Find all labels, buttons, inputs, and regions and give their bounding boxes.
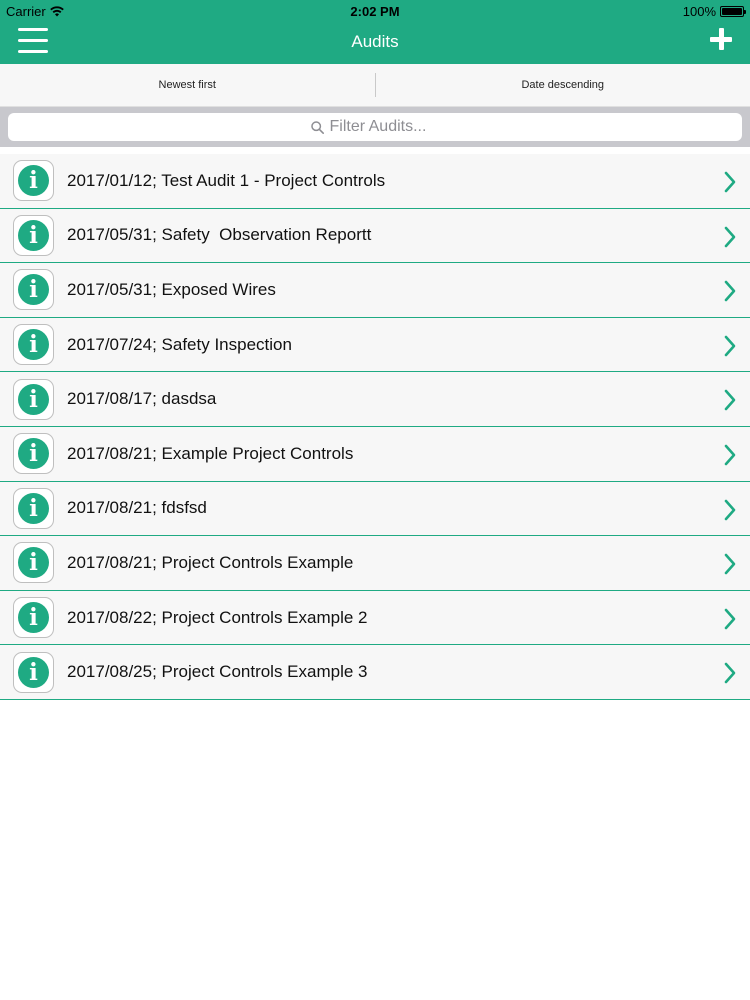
info-icon[interactable]: i — [13, 324, 54, 365]
battery-percent: 100% — [682, 4, 716, 19]
chevron-right-icon — [724, 444, 736, 466]
info-icon[interactable]: i — [13, 379, 54, 420]
audit-label: 2017/05/31; Exposed Wires — [67, 279, 276, 299]
info-icon[interactable]: i — [13, 597, 54, 638]
info-icon[interactable]: i — [13, 488, 54, 529]
plus-icon[interactable] — [710, 28, 732, 50]
audit-label: 2017/08/25; Project Controls Example 3 — [67, 662, 368, 682]
battery-icon — [720, 6, 744, 17]
search-box[interactable] — [8, 113, 742, 141]
chevron-right-icon — [724, 280, 736, 302]
audit-row-1[interactable] — [0, 209, 750, 264]
audit-label: 2017/08/17; dasdsa — [67, 389, 217, 409]
audit-row-4[interactable] — [0, 372, 750, 427]
audit-label: 2017/08/21; Project Controls Example — [67, 552, 354, 572]
audit-label: 2017/08/21; fdsfsd — [67, 498, 207, 518]
navigation-bar — [0, 22, 750, 64]
chevron-right-icon — [724, 171, 736, 193]
info-icon[interactable]: i — [13, 433, 54, 474]
audit-row-3[interactable] — [0, 318, 750, 373]
page-title: Audits — [351, 32, 399, 51]
info-icon[interactable]: i — [13, 652, 54, 693]
sort-field-button[interactable]: Date descending — [521, 79, 605, 91]
chevron-right-icon — [724, 608, 736, 630]
chevron-right-icon — [724, 499, 736, 521]
sort-bar — [0, 64, 750, 107]
chevron-right-icon — [724, 389, 736, 411]
audit-row-7[interactable] — [0, 536, 750, 591]
audit-label: 2017/07/24; Safety Inspection — [67, 334, 292, 354]
chevron-right-icon — [724, 335, 736, 357]
audit-list — [0, 154, 750, 700]
status-right — [683, 4, 744, 19]
info-icon[interactable]: i — [13, 215, 54, 256]
audit-row-2[interactable] — [0, 263, 750, 318]
search-icon — [311, 121, 324, 134]
sort-order-button[interactable]: Newest first — [158, 79, 216, 91]
info-icon[interactable]: i — [13, 269, 54, 310]
audit-label: 2017/08/22; Project Controls Example 2 — [67, 607, 368, 627]
status-bar — [0, 0, 750, 22]
chevron-right-icon — [724, 226, 736, 248]
audit-row-6[interactable] — [0, 482, 750, 537]
audit-label: 2017/05/31; Safety Observation Reportt — [67, 225, 372, 245]
audit-row-9[interactable] — [0, 645, 750, 700]
search-input[interactable] — [330, 118, 440, 136]
chevron-right-icon — [724, 662, 736, 684]
chevron-right-icon — [724, 553, 736, 575]
audit-row-0[interactable] — [0, 154, 750, 209]
search-bar — [0, 107, 750, 147]
status-time: 2:02 PM — [350, 4, 400, 19]
carrier-label: Carrier — [6, 4, 46, 19]
info-icon[interactable]: i — [13, 160, 54, 201]
audit-row-8[interactable] — [0, 591, 750, 646]
audit-label: 2017/01/12; Test Audit 1 - Project Controls — [67, 170, 386, 190]
audit-row-5[interactable] — [0, 427, 750, 482]
audit-label: 2017/08/21; Example Project Controls — [67, 443, 354, 463]
info-icon[interactable]: i — [13, 542, 54, 583]
